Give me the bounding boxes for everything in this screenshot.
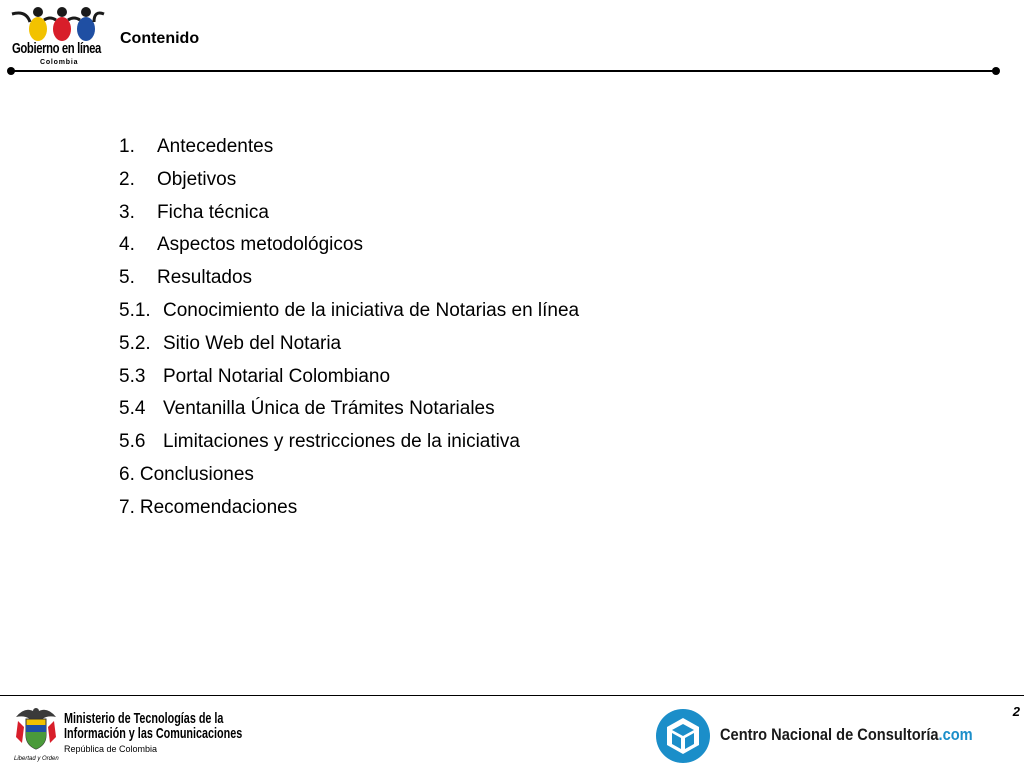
logo-subtext: Colombia bbox=[40, 59, 79, 66]
toc-item-recomendaciones bbox=[119, 492, 579, 525]
toc-item-number: 3. bbox=[119, 201, 135, 223]
crest-motto: Libertad y Orden bbox=[14, 756, 59, 762]
cnc-name bbox=[720, 725, 973, 745]
toc-item-label: Recomendaciones bbox=[139, 496, 298, 518]
toc-item-sitio-web bbox=[119, 328, 579, 361]
toc-item-resultados bbox=[119, 262, 579, 295]
toc-item-label: Sitio Web del Notaria bbox=[163, 332, 342, 354]
toc-item-label: Ventanilla Única de Trámites Notariales bbox=[163, 398, 495, 420]
ministry-name bbox=[64, 711, 242, 741]
ministry-subtitle: República de Colombia bbox=[64, 744, 158, 754]
toc-item-conocimiento bbox=[119, 295, 579, 328]
toc-item-number: 5.2. bbox=[119, 332, 151, 354]
cnc-name-main: Centro Nacional de Consultoría bbox=[720, 725, 939, 744]
toc-item-number: 6. bbox=[119, 463, 135, 485]
toc-item-label: Conclusiones bbox=[139, 463, 254, 485]
toc-item-limitaciones bbox=[119, 426, 579, 459]
toc-item-label: Objetivos bbox=[157, 168, 237, 190]
toc-item-label: Resultados bbox=[157, 267, 253, 289]
toc-item-label: Limitaciones y restricciones de la iniciativa bbox=[163, 431, 520, 453]
toc-item-number: 4. bbox=[119, 234, 135, 256]
page-number: 2 bbox=[1012, 704, 1020, 719]
toc-item-number: 5.6 bbox=[119, 431, 146, 453]
toc-item-label: Aspectos metodológicos bbox=[157, 234, 363, 256]
table-of-contents bbox=[119, 131, 579, 525]
coat-of-arms-icon bbox=[12, 703, 60, 763]
cnc-logo-icon bbox=[655, 708, 711, 764]
toc-item-label: Conocimiento de la iniciativa de Notarias en línea bbox=[163, 299, 580, 321]
toc-item-objetivos bbox=[119, 164, 579, 197]
toc-item-ficha-tecnica bbox=[119, 197, 579, 230]
toc-item-label: Ficha técnica bbox=[157, 201, 269, 223]
toc-item-antecedentes bbox=[119, 131, 579, 164]
toc-item-number: 5.1. bbox=[119, 299, 151, 321]
toc-item-label: Portal Notarial Colombiano bbox=[163, 365, 391, 387]
ministry-line-1: Ministerio de Tecnologías de la bbox=[64, 710, 224, 727]
toc-item-conclusiones bbox=[119, 459, 579, 492]
toc-item-number: 7. bbox=[119, 496, 135, 518]
toc-item-number: 1. bbox=[119, 136, 135, 157]
logo-text: Gobierno en línea bbox=[12, 41, 101, 57]
toc-item-number: 5. bbox=[119, 267, 135, 289]
cnc-name-suffix: .com bbox=[938, 725, 973, 744]
rule-endpoint-right bbox=[992, 67, 1000, 75]
footer-divider bbox=[0, 695, 1024, 696]
page-title: Contenido bbox=[120, 30, 200, 47]
toc-item-label: Antecedentes bbox=[157, 136, 274, 157]
toc-item-aspectos-metodologicos bbox=[119, 229, 579, 262]
toc-item-number: 5.4 bbox=[119, 398, 146, 420]
toc-item-number: 5.3 bbox=[119, 365, 146, 387]
toc-item-ventanilla-unica bbox=[119, 393, 579, 426]
toc-item-portal-notarial bbox=[119, 361, 579, 394]
toc-item-number: 2. bbox=[119, 168, 135, 190]
header-divider bbox=[12, 70, 996, 72]
ministry-line-2: Información y las Comunicaciones bbox=[64, 725, 243, 742]
